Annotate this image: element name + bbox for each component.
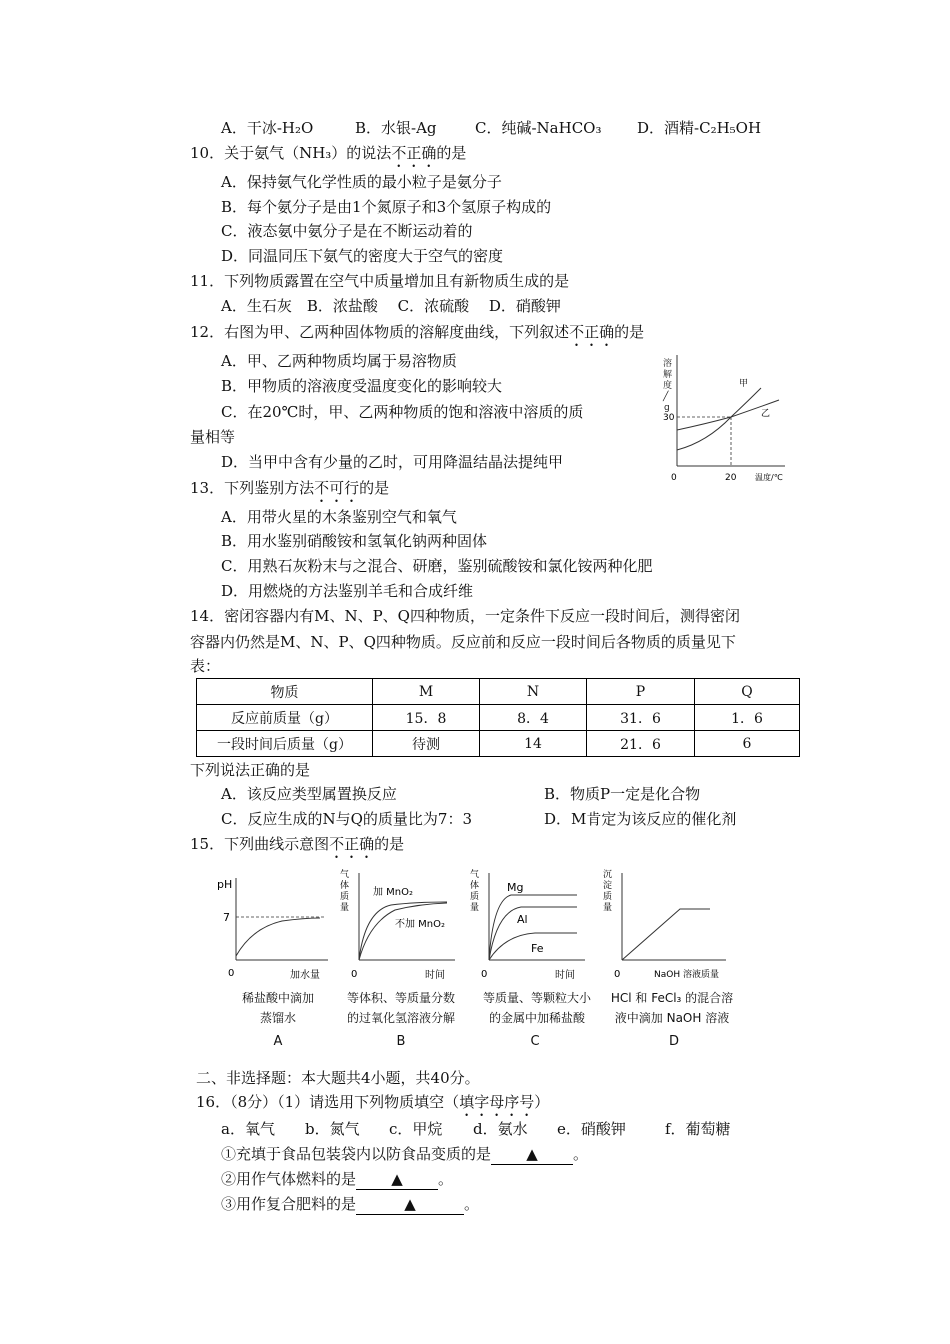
q13-option-c: C．用熟石灰粉末与之混合、研磨，鉴别硫酸铵和氯化铵两种化肥: [221, 557, 653, 575]
table-row: [197, 731, 800, 757]
q16-blank-1-line: ①充填于食品包装袋内以防食品变质的是 ▲ 。: [221, 1145, 589, 1163]
table-header-cell: M: [373, 679, 480, 705]
svg-text:度: 度: [663, 381, 673, 391]
svg-text:量: 量: [340, 903, 350, 913]
q15-graph-c-caption: 等质量、等颗粒大小 的金属中加稀盐酸: [482, 991, 591, 1025]
q10-option-b: B．每个氨分子是由1个氮原子和3个氢原子构成的: [221, 198, 552, 216]
table-header-cell: N: [480, 679, 587, 705]
q16-blank-2-line: ②用作气体燃料的是 ▲ 。: [221, 1170, 454, 1188]
sol-xlabel: 温度/℃: [755, 473, 783, 482]
sol-curve-yi-label: 乙: [761, 409, 771, 419]
table-row: [197, 705, 800, 731]
graph-c-origin: 0: [481, 969, 488, 980]
q16-choice-a: a．氧气: [221, 1120, 275, 1138]
graph-c-curve1-label: Mg: [507, 881, 524, 894]
svg-text:╱: ╱: [663, 392, 669, 402]
q14-stem-2: 容器内仍然是M、N、P、Q四种物质。反应前和反应一段时间后各物质的质量见下: [190, 633, 736, 651]
table-cell: 31．6: [587, 705, 695, 731]
q16-stem: 16．（8分）（1）请选用下列物质填空（填字母序号）: [196, 1093, 550, 1111]
q14-option-c: C．反应生成的N与Q的质量比为7：3: [221, 810, 472, 828]
q15-graph-b: [335, 865, 460, 985]
graph-c-xlabel: 时间: [555, 970, 575, 981]
q11-options: A．生石灰 B．浓盐酸 C．浓硫酸 D．硝酸钾: [221, 297, 561, 315]
graph-d-origin: 0: [614, 969, 621, 980]
table-header-row: [197, 679, 800, 705]
graph-c-curve3-label: Fe: [531, 942, 544, 955]
q16-choice-c: c．甲烷: [389, 1120, 443, 1138]
graph-b-origin: 0: [351, 969, 358, 980]
q14-option-b: B．物质P一定是化合物: [544, 785, 701, 803]
graph-d-ylabel: [603, 869, 612, 913]
q9-option-c: C．纯碱-NaHCO₃: [475, 119, 602, 137]
table-header-cell: Q: [695, 679, 800, 705]
q16-choice-f: f．葡萄糖: [665, 1120, 731, 1138]
q15-graph-b-letter: B: [396, 1034, 406, 1049]
graph-a-xlabel: 加水量: [290, 970, 320, 981]
svg-text:体: 体: [340, 881, 350, 891]
q15-graph-a-letter: A: [273, 1034, 283, 1049]
q14-after: 下列说法正确的是: [190, 761, 311, 779]
svg-text:淀: 淀: [603, 881, 613, 891]
q16-blank-1[interactable]: ▲: [491, 1144, 573, 1165]
q14-option-a: A．该反应类型属置换反应: [221, 785, 397, 803]
q16-blank-3-line: ③用作复合肥料的是 ▲ 。: [221, 1195, 480, 1213]
graph-b-xlabel: 时间: [425, 970, 445, 981]
q12-option-b: B．甲物质的溶液度受温度变化的影响较大: [221, 377, 503, 395]
q16-choices: [221, 1119, 731, 1139]
svg-text:体: 体: [470, 881, 480, 891]
q16-blank-2[interactable]: ▲: [356, 1169, 438, 1190]
q12-option-c: C．在20℃时，甲、乙两种物质的饱和溶液中溶质的质: [221, 403, 584, 421]
q10-option-d: D．同温同压下氨气的密度大于空气的密度: [221, 247, 504, 265]
q9-option-d: D．酒精-C₂H₅OH: [637, 119, 762, 137]
q12-option-c-cont: 量相等: [190, 428, 236, 446]
q9-option-a: A．干冰-H₂O: [221, 119, 314, 137]
q15-stem: 15．下列曲线示意图不正确的是: [190, 835, 405, 853]
q14-stem-1: 14．密闭容器内有M、N、P、Q四种物质，一定条件下反应一段时间后，测得密闭: [190, 607, 740, 625]
q10-stem: 10．关于氨气（NH₃）的说法不正确的是: [190, 144, 467, 162]
table-cell: 15．8: [373, 705, 480, 731]
q16-choice-d: d．氨水: [473, 1120, 528, 1138]
graph-c-ylabel: [470, 868, 479, 913]
q15-graph-d: [598, 865, 738, 985]
svg-text:量: 量: [470, 903, 480, 913]
q16-choice-b: b．氮气: [305, 1120, 360, 1138]
svg-text:气: 气: [470, 870, 480, 880]
svg-text:气: 气: [340, 870, 350, 880]
solubility-graph: [655, 350, 795, 485]
table-header-cell: P: [587, 679, 695, 705]
q15-graph-a-caption: 稀盐酸中滴加 蒸馏水: [241, 991, 314, 1025]
q14-stem-3: 表：: [190, 657, 221, 675]
table-cell: 反应前质量（g）: [197, 705, 373, 731]
q15-graph-b-caption: 等体积、等质量分数 的过氧化氢溶液分解: [346, 991, 455, 1025]
svg-text:解: 解: [663, 370, 673, 380]
svg-text:质: 质: [340, 892, 350, 902]
q13-option-b: B．用水鉴别硝酸铵和氢氧化钠两种固体: [221, 532, 488, 550]
q16-choice-e: e．硝酸钾: [557, 1120, 626, 1138]
q15-graph-d-letter: D: [668, 1034, 679, 1049]
sol-ylabel: [662, 357, 672, 413]
q10-option-c: C．液态氨中氨分子是在不断运动着的: [221, 222, 473, 240]
q13-stem: 13．下列鉴别方法不可行的是: [190, 479, 390, 497]
sol-origin: 0: [671, 473, 677, 483]
q9-options: [221, 118, 761, 138]
graph-c-curve2-label: Al: [517, 913, 528, 926]
svg-text:质: 质: [470, 892, 480, 902]
graph-d-xlabel: NaOH 溶液质量: [654, 970, 719, 980]
table-cell: 一段时间后质量（g）: [197, 731, 373, 757]
q14-table: [196, 678, 800, 757]
table-cell: 待测: [373, 731, 480, 757]
table-header-cell: 物质: [197, 679, 373, 705]
svg-text:g: g: [664, 403, 670, 413]
q15-graph-c-letter: C: [530, 1034, 540, 1049]
table-cell: 14: [480, 731, 587, 757]
q16-blank-3[interactable]: ▲: [356, 1194, 464, 1215]
q15-graph-d-caption: HCl 和 FeCl₃ 的混合溶 液中滴加 NaOH 溶液: [610, 991, 734, 1025]
svg-text:量: 量: [603, 903, 613, 913]
svg-text:沉: 沉: [603, 870, 613, 880]
q13-option-a: A．用带火星的木条鉴别空气和氧气: [221, 508, 457, 526]
svg-text:质: 质: [603, 892, 613, 902]
q11-stem: 11．下列物质露置在空气中质量增加且有新物质生成的是: [190, 272, 570, 290]
q12-stem: 12．右图为甲、乙两种固体物质的溶解度曲线，下列叙述不正确的是: [190, 323, 645, 341]
q9-option-b: B．水银-Ag: [355, 119, 437, 137]
q12-option-d: D．当甲中含有少量的乙时，可用降温结晶法提纯甲: [221, 453, 564, 471]
graph-a-tick7: 7: [223, 911, 230, 924]
q13-option-d: D．用燃烧的方法鉴别羊毛和合成纤维: [221, 582, 474, 600]
svg-text:溶: 溶: [663, 359, 673, 369]
table-cell: 21．6: [587, 731, 695, 757]
sol-xtick: 20: [725, 473, 737, 483]
section-2-heading: 二、非选择题：本大题共4小题，共40分。: [196, 1069, 480, 1087]
graph-b-curve2-label: 不加 MnO₂: [395, 919, 446, 930]
q12-option-a: A．甲、乙两种物质均属于易溶物质: [221, 352, 457, 370]
graph-a-origin: 0: [228, 968, 235, 979]
q15-graph-c: [465, 865, 590, 985]
graph-b-ylabel: [340, 868, 349, 913]
table-cell: 8．4: [480, 705, 587, 731]
sol-curve-jia-label: 甲: [739, 379, 749, 389]
sol-ytick: 30: [663, 413, 675, 423]
q14-option-d: D．M肯定为该反应的催化剂: [544, 810, 737, 828]
q10-option-a: A．保持氨气化学性质的最小粒子是氨分子: [221, 173, 502, 191]
table-cell: 6: [695, 731, 800, 757]
q15-graph-a: [212, 870, 337, 985]
graph-b-curve1-label: 加 MnO₂: [373, 887, 414, 898]
table-cell: 1．6: [695, 705, 800, 731]
graph-a-ylabel: pH: [217, 878, 233, 891]
